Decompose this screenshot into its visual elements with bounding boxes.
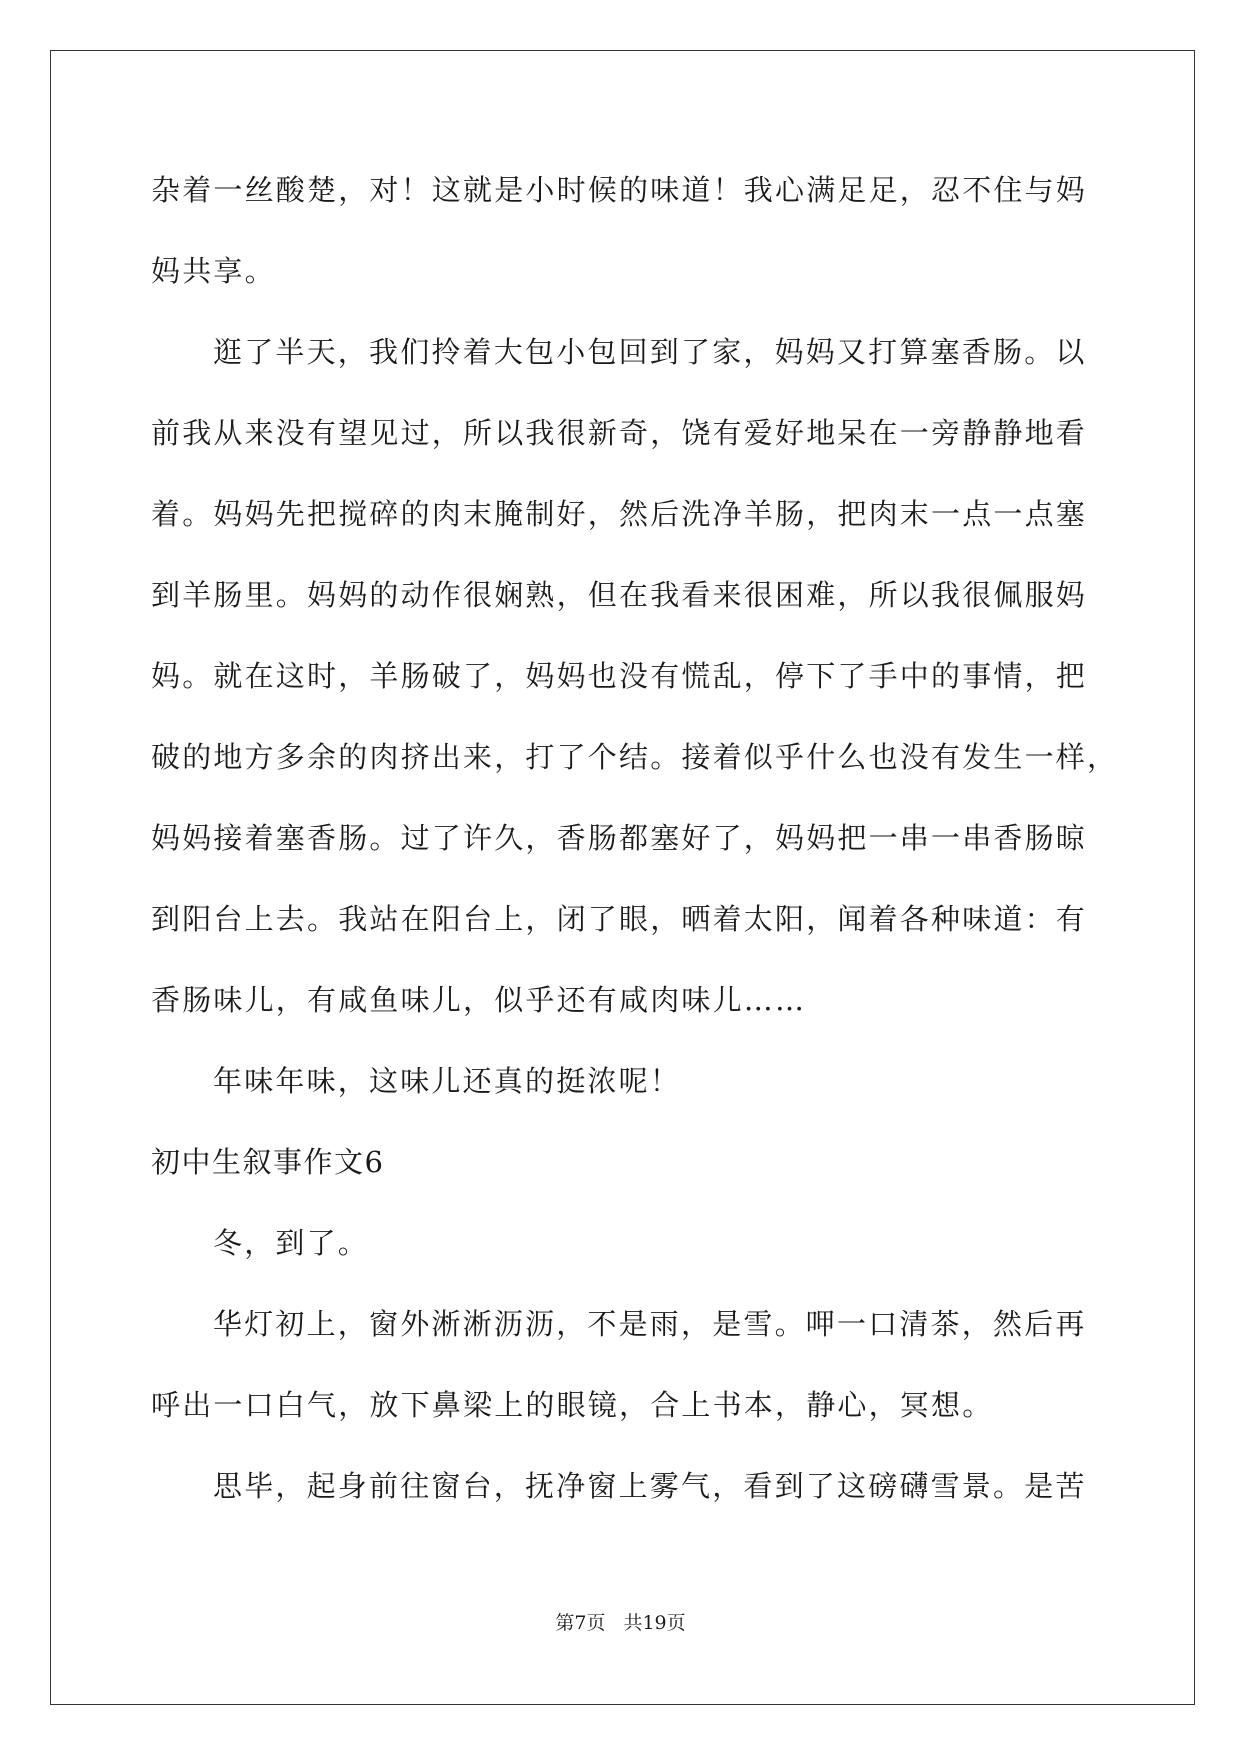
- text-line: 逛了半天，我们拎着大包小包回到了家，妈妈又打算塞香肠。以: [213, 335, 1087, 369]
- text-line: 到羊肠里。妈妈的动作很娴熟，但在我看来很困难，所以我很佩服妈: [151, 578, 1088, 612]
- text-line: 年味年味，这味儿还真的挺浓呢！: [213, 1064, 682, 1098]
- text-line: 华灯初上，窗外淅淅沥沥，不是雨，是雪。呷一口清茶，然后再: [213, 1307, 1087, 1341]
- page-number: 第7页: [555, 1612, 606, 1634]
- text-line: 冬，到了。: [213, 1226, 370, 1260]
- text-line: 前我从来没有望见过，所以我很新奇，饶有爱好地呆在一旁静静地看: [151, 416, 1088, 450]
- section-heading: 初中生叙事作文6: [151, 1145, 385, 1179]
- text-line: 妈妈接着塞香肠。过了许久，香肠都塞好了，妈妈把一串一串香肠晾: [151, 821, 1088, 855]
- text-line: 呼出一口白气，放下鼻梁上的眼镜，合上书本，静心，冥想。: [151, 1388, 994, 1422]
- page-total: 共19页: [623, 1612, 686, 1634]
- text-line: 杂着一丝酸楚，对！这就是小时候的味道！我心满足足，忍不住与妈: [151, 173, 1088, 207]
- text-line: 着。妈妈先把搅碎的肉末腌制好，然后洗净羊肠，把肉末一点一点塞: [151, 497, 1088, 531]
- text-line: 妈共享。: [151, 254, 276, 288]
- text-line: 到阳台上去。我站在阳台上，闭了眼，晒着太阳，闻着各种味道：有: [151, 902, 1088, 936]
- text-line: 妈。就在这时，羊肠破了，妈妈也没有慌乱，停下了手中的事情，把: [151, 659, 1088, 693]
- page-footer: [0, 1608, 1241, 1635]
- text-line: 破的地方多余的肉挤出来，打了个结。接着似乎什么也没有发生一样，: [151, 740, 1119, 774]
- text-line: 香肠味儿，有咸鱼味儿，似乎还有咸肉味儿……: [151, 983, 807, 1017]
- document-body: [151, 150, 1119, 1527]
- text-line: 思毕，起身前往窗台，抚净窗上雾气，看到了这磅礴雪景。是苦: [213, 1469, 1087, 1503]
